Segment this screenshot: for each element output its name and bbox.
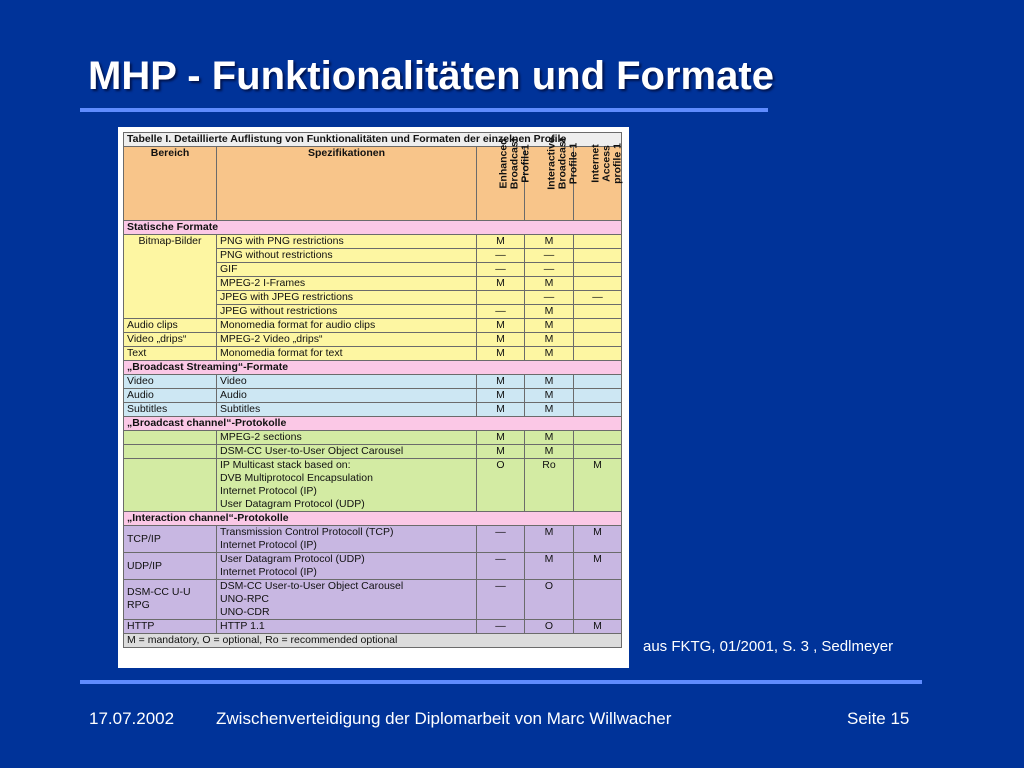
area-cell: Subtitles — [124, 403, 217, 417]
legend-row — [124, 634, 622, 648]
value-cell: — — [477, 553, 525, 580]
value-cell: M — [574, 459, 622, 512]
spec-cell: JPEG with JPEG restrictions — [217, 291, 477, 305]
value-cell: M — [477, 431, 525, 445]
footer-date: 17.07.2002 — [89, 709, 175, 728]
table-row — [124, 526, 622, 553]
value-cell: M — [525, 431, 574, 445]
value-cell: — — [525, 249, 574, 263]
value-cell: M — [525, 403, 574, 417]
spec-line: DVB Multiprotocol Encapsulation — [220, 472, 373, 484]
spec-cell: MPEG-2 sections — [217, 431, 477, 445]
value-cell — [574, 431, 622, 445]
value-cell — [574, 389, 622, 403]
table-row — [124, 553, 622, 580]
spec-cell: Monomedia format for text — [217, 347, 477, 361]
spec-line: Internet Protocol (IP) — [220, 485, 317, 497]
section-label: „Broadcast channel“-Protokolle — [124, 417, 622, 431]
legend-note: M = mandatory, O = optional, Ro = recommended optional — [124, 634, 622, 648]
header-profile-3 — [574, 143, 624, 221]
header-profile-3-label: Internet Access profile 1 — [589, 143, 624, 184]
value-cell: M — [525, 333, 574, 347]
value-cell: — — [477, 263, 525, 277]
spec-line: DSM-CC User-to-User Object Carousel — [220, 580, 404, 592]
spec-line: IP Multicast stack based on: — [220, 459, 351, 471]
value-cell: M — [477, 319, 525, 333]
spec-cell: Audio — [217, 389, 477, 403]
table-caption: Tabelle I. Detaillierte Auflistung von Funktionalitäten und Formaten der einzelnen Profile — [124, 133, 622, 147]
spec-cell — [217, 526, 477, 553]
spec-cell: PNG without restrictions — [217, 249, 477, 263]
value-cell: M — [477, 445, 525, 459]
value-cell: M — [477, 333, 525, 347]
spec-line: Internet Protocol (IP) — [220, 566, 317, 578]
value-cell: Ro — [525, 459, 574, 512]
value-cell: M — [477, 389, 525, 403]
value-cell: — — [574, 291, 622, 305]
table-row — [124, 319, 622, 333]
spec-line: UNO-CDR — [220, 606, 270, 618]
table-row — [124, 235, 622, 249]
table-header-row — [124, 147, 622, 221]
spec-line: UNO-RPC — [220, 593, 269, 605]
spec-cell: PNG with PNG restrictions — [217, 235, 477, 249]
spec-cell: MPEG-2 I-Frames — [217, 277, 477, 291]
spec-line: User Datagram Protocol (UDP) — [220, 498, 365, 510]
spec-cell — [217, 553, 477, 580]
section-row — [124, 361, 622, 375]
area-cell: Bitmap-Bilder — [124, 235, 217, 319]
area-cell — [124, 445, 217, 459]
area-cell — [124, 580, 217, 620]
value-cell — [574, 580, 622, 620]
section-label: „Broadcast Streaming“-Formate — [124, 361, 622, 375]
section-label: Statische Formate — [124, 221, 622, 235]
table-row — [124, 620, 622, 634]
value-cell: M — [525, 553, 574, 580]
value-cell — [574, 375, 622, 389]
table-row — [124, 347, 622, 361]
table-row — [124, 459, 622, 512]
area-cell: Video „drips“ — [124, 333, 217, 347]
value-cell: M — [525, 305, 574, 319]
value-cell — [574, 249, 622, 263]
value-cell — [574, 319, 622, 333]
area-cell: HTTP — [124, 620, 217, 634]
value-cell: — — [477, 526, 525, 553]
area-cell: UDP/IP — [124, 553, 217, 580]
spec-line: Internet Protocol (IP) — [220, 539, 317, 551]
section-row — [124, 221, 622, 235]
header-profile-2 — [525, 137, 580, 221]
value-cell: — — [477, 305, 525, 319]
spec-cell: HTTP 1.1 — [217, 620, 477, 634]
value-cell — [574, 305, 622, 319]
section-label: „Interaction channel“-Protokolle — [124, 512, 622, 526]
table-row — [124, 580, 622, 620]
value-cell: M — [525, 445, 574, 459]
area-cell: Text — [124, 347, 217, 361]
area-cell: TCP/IP — [124, 526, 217, 553]
table-row — [124, 431, 622, 445]
value-cell: — — [525, 263, 574, 277]
value-cell: M — [574, 620, 622, 634]
value-cell — [574, 235, 622, 249]
table-row — [124, 445, 622, 459]
spec-cell: JPEG without restrictions — [217, 305, 477, 319]
value-cell: — — [477, 580, 525, 620]
table-row — [124, 389, 622, 403]
profile-table — [123, 132, 622, 648]
value-cell: M — [525, 526, 574, 553]
value-cell: — — [477, 620, 525, 634]
value-cell: M — [477, 277, 525, 291]
section-row — [124, 512, 622, 526]
value-cell: M — [477, 403, 525, 417]
source-caption: aus FKTG, 01/2001, S. 3 , Sedlmeyer — [643, 638, 894, 655]
spec-line: User Datagram Protocol (UDP) — [220, 553, 365, 565]
value-cell — [574, 277, 622, 291]
value-cell: O — [525, 620, 574, 634]
value-cell: M — [477, 235, 525, 249]
spec-cell: Monomedia format for audio clips — [217, 319, 477, 333]
value-cell: — — [477, 249, 525, 263]
value-cell: M — [525, 347, 574, 361]
value-cell — [574, 403, 622, 417]
value-cell: M — [525, 277, 574, 291]
spec-cell — [217, 580, 477, 620]
title-underline — [80, 108, 768, 112]
value-cell: M — [477, 375, 525, 389]
area-cell — [124, 459, 217, 512]
table-row — [124, 403, 622, 417]
value-cell: M — [477, 347, 525, 361]
value-cell: M — [574, 526, 622, 553]
value-cell — [477, 291, 525, 305]
value-cell: — — [525, 291, 574, 305]
value-cell — [574, 333, 622, 347]
area-cell: Audio — [124, 389, 217, 403]
spec-cell: DSM-CC User-to-User Object Carousel — [217, 445, 477, 459]
footer-title: Zwischenverteidigung der Diplomarbeit von Marc Willwacher — [216, 709, 672, 728]
value-cell: O — [477, 459, 525, 512]
spec-line: Transmission Control Protocoll (TCP) — [220, 526, 394, 538]
area-cell: Audio clips — [124, 319, 217, 333]
header-profile-1 — [477, 137, 532, 221]
spec-cell: MPEG-2 Video „drips“ — [217, 333, 477, 347]
spec-cell: GIF — [217, 263, 477, 277]
area-line: DSM-CC U-U — [127, 586, 191, 598]
footer-page-number: Seite 15 — [847, 709, 910, 728]
value-cell — [574, 263, 622, 277]
footer-rule — [80, 680, 922, 684]
section-row — [124, 417, 622, 431]
table-row — [124, 333, 622, 347]
area-cell — [124, 431, 217, 445]
area-cell: Video — [124, 375, 217, 389]
header-profile-1-label: Enhanced Broadcast Profile1 — [497, 137, 532, 190]
header-area: Bereich — [124, 147, 217, 221]
header-spec: Spezifikationen — [217, 147, 477, 221]
value-cell — [574, 445, 622, 459]
spec-cell — [217, 459, 477, 512]
table-row — [124, 375, 622, 389]
value-cell: M — [574, 553, 622, 580]
header-profile-2-label: Interactive Broadcast Profile 1 — [545, 137, 580, 190]
value-cell: M — [525, 375, 574, 389]
value-cell: M — [525, 319, 574, 333]
spec-cell: Video — [217, 375, 477, 389]
area-line: RPG — [127, 599, 150, 611]
value-cell — [574, 347, 622, 361]
table-image — [118, 127, 629, 668]
slide-title: MHP - Funktionalitäten und Formate — [88, 54, 774, 98]
value-cell: O — [525, 580, 574, 620]
spec-cell: Subtitles — [217, 403, 477, 417]
value-cell: M — [525, 389, 574, 403]
value-cell: M — [525, 235, 574, 249]
